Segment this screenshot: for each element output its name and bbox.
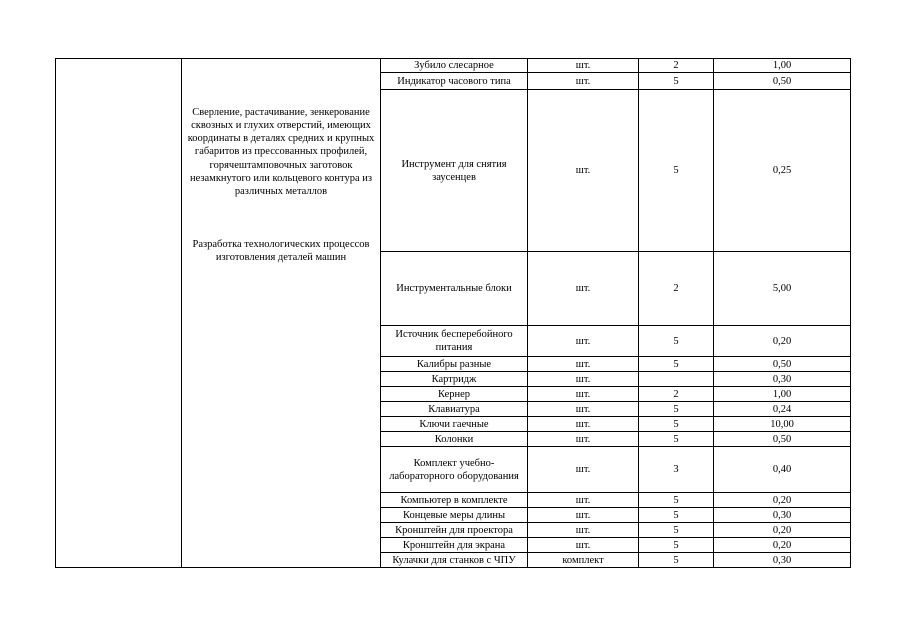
item-qty bbox=[639, 372, 714, 387]
item-qty: 5 bbox=[639, 493, 714, 508]
item-unit: шт. bbox=[528, 326, 639, 357]
item-qty: 5 bbox=[639, 432, 714, 447]
item-name: Индикатор часового типа bbox=[381, 73, 528, 90]
item-value: 0,20 bbox=[714, 493, 851, 508]
item-name: Клавиатура bbox=[381, 402, 528, 417]
item-name: Кулачки для станков с ЧПУ bbox=[381, 553, 528, 568]
item-qty: 5 bbox=[639, 326, 714, 357]
item-value: 0,30 bbox=[714, 508, 851, 523]
item-value: 5,00 bbox=[714, 252, 851, 326]
item-qty: 5 bbox=[639, 90, 714, 252]
item-qty: 2 bbox=[639, 59, 714, 73]
item-value: 0,20 bbox=[714, 538, 851, 553]
item-unit: шт. bbox=[528, 252, 639, 326]
item-unit: шт. bbox=[528, 73, 639, 90]
item-unit: шт. bbox=[528, 372, 639, 387]
item-unit: шт. bbox=[528, 447, 639, 493]
item-name: Калибры разные bbox=[381, 357, 528, 372]
item-unit: шт. bbox=[528, 508, 639, 523]
item-name: Компьютер в комплекте bbox=[381, 493, 528, 508]
empty-first-column bbox=[56, 59, 182, 568]
item-name: Ключи гаечные bbox=[381, 417, 528, 432]
item-qty: 5 bbox=[639, 508, 714, 523]
item-qty: 5 bbox=[639, 357, 714, 372]
description-paragraph-1: Сверление, растачивание, зенкерование сквозных и глухих отверстий, имеющих координаты в деталях средних и крупных габаритов из прессованных профилей, горячештамповочных заготовок незамкнутого или кольцевого контура из различных металлов bbox=[187, 107, 375, 197]
item-qty: 5 bbox=[639, 73, 714, 90]
item-value: 0,50 bbox=[714, 73, 851, 90]
item-value: 0,30 bbox=[714, 553, 851, 568]
item-unit: шт. bbox=[528, 432, 639, 447]
item-value: 0,50 bbox=[714, 357, 851, 372]
item-name: Инструментальные блоки bbox=[381, 252, 528, 326]
item-qty: 5 bbox=[639, 523, 714, 538]
item-value: 1,00 bbox=[714, 59, 851, 73]
item-qty: 5 bbox=[639, 402, 714, 417]
item-qty: 2 bbox=[639, 387, 714, 402]
equipment-table bbox=[55, 58, 851, 568]
item-name: Концевые меры длины bbox=[381, 508, 528, 523]
item-name: Инструмент для снятия заусенцев bbox=[381, 90, 528, 252]
item-qty: 3 bbox=[639, 447, 714, 493]
item-unit: комплект bbox=[528, 553, 639, 568]
description-paragraph-2: Разработка технологических процессов изготовления деталей машин bbox=[192, 238, 370, 263]
item-value: 0,50 bbox=[714, 432, 851, 447]
item-name: Колонки bbox=[381, 432, 528, 447]
item-qty: 5 bbox=[639, 538, 714, 553]
item-unit: шт. bbox=[528, 538, 639, 553]
item-unit: шт. bbox=[528, 357, 639, 372]
item-value: 0,30 bbox=[714, 372, 851, 387]
item-name: Зубило слесарное bbox=[381, 59, 528, 73]
item-unit: шт. bbox=[528, 402, 639, 417]
section-description-cell bbox=[182, 59, 381, 568]
item-unit: шт. bbox=[528, 387, 639, 402]
item-value: 0,40 bbox=[714, 447, 851, 493]
item-qty: 5 bbox=[639, 553, 714, 568]
item-unit: шт. bbox=[528, 523, 639, 538]
item-qty: 5 bbox=[639, 417, 714, 432]
item-name: Кронштейн для проектора bbox=[381, 523, 528, 538]
item-name: Картридж bbox=[381, 372, 528, 387]
item-value: 0,20 bbox=[714, 523, 851, 538]
item-qty: 2 bbox=[639, 252, 714, 326]
item-unit: шт. bbox=[528, 90, 639, 252]
item-unit: шт. bbox=[528, 493, 639, 508]
item-name: Источник бесперебойного питания bbox=[381, 326, 528, 357]
item-unit: шт. bbox=[528, 417, 639, 432]
item-value: 10,00 bbox=[714, 417, 851, 432]
item-value: 0,24 bbox=[714, 402, 851, 417]
item-name: Кронштейн для экрана bbox=[381, 538, 528, 553]
item-name: Кернер bbox=[381, 387, 528, 402]
item-value: 0,25 bbox=[714, 90, 851, 252]
item-name: Комплект учебно-лабораторного оборудования bbox=[381, 447, 528, 493]
item-unit: шт. bbox=[528, 59, 639, 73]
item-value: 1,00 bbox=[714, 387, 851, 402]
item-value: 0,20 bbox=[714, 326, 851, 357]
